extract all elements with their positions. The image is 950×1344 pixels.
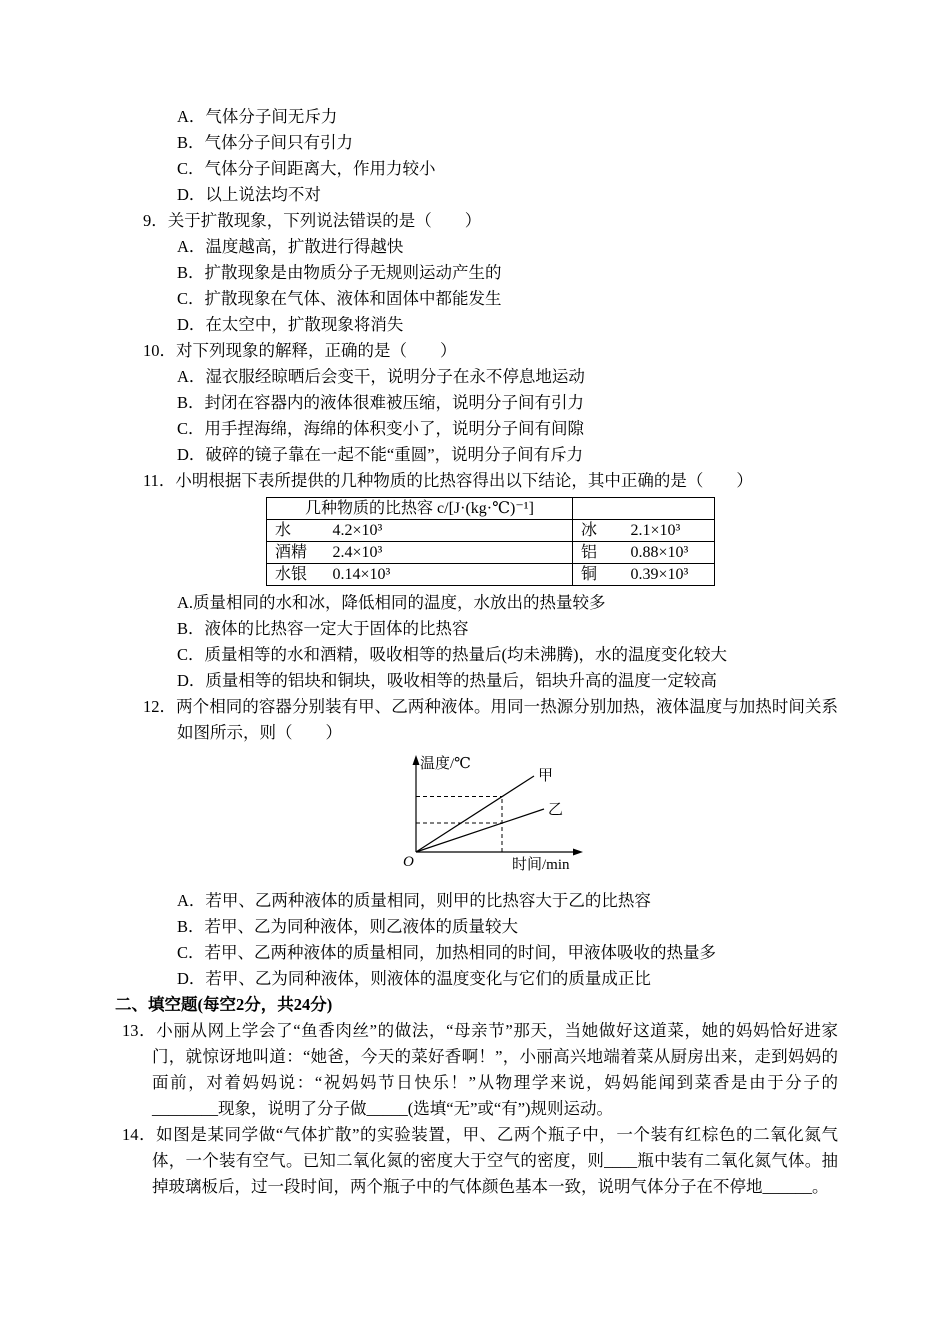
section-2-header: 二、填空题(每空2分，共24分) — [115, 995, 333, 1014]
substance-value: 2.4×10³ — [325, 542, 573, 564]
q8-option-b: B．气体分子间只有引力 — [177, 133, 354, 152]
substance-name: 铝 — [573, 542, 623, 564]
question-9 — [143, 208, 838, 338]
q9-option-d: D．在太空中，扩散现象将消失 — [177, 315, 404, 334]
table-header-empty-cell — [573, 498, 715, 520]
table-row — [267, 542, 715, 564]
temperature-time-figure — [386, 752, 596, 876]
substance-value: 0.39×10³ — [623, 564, 715, 586]
q11-option-b: B．液体的比热容一定大于固体的比热容 — [177, 619, 469, 638]
substance-value: 0.88×10³ — [623, 542, 715, 564]
table-header-row — [267, 498, 715, 520]
q8-option-d: D．以上说法均不对 — [177, 185, 321, 204]
q11-option-c: C．质量相等的水和酒精，吸收相等的热量后(均未沸腾)，水的温度变化较大 — [177, 645, 727, 664]
figure-origin-label: O — [402, 854, 414, 870]
q12-option-d: D．若甲、乙为同种液体，则液体的温度变化与它们的质量成正比 — [177, 969, 651, 988]
specific-heat-table — [266, 497, 715, 586]
q10-stem: 10．对下列现象的解释，正确的是（ ） — [143, 341, 457, 360]
q9-option-b: B．扩散现象是由物质分子无规则运动产生的 — [177, 263, 502, 282]
table-header-cell: 几种物质的比热容 c/[J·(kg·℃)⁻¹] — [267, 498, 573, 520]
q12-option-a: A．若甲、乙两种液体的质量相同，则甲的比热容大于乙的比热容 — [177, 891, 651, 910]
substance-name: 酒精 — [267, 542, 325, 564]
line-yi — [416, 809, 544, 852]
q11-stem: 11．小明根据下表所提供的几种物质的比热容得出以下结论，其中正确的是（ ） — [143, 471, 753, 490]
figure-line1-label: 甲 — [537, 768, 553, 784]
q9-stem: 9．关于扩散现象，下列说法错误的是（ ） — [143, 211, 482, 230]
q9-option-a: A．温度越高，扩散进行得越快 — [177, 237, 404, 256]
q12-option-b: B．若甲、乙为同种液体，则乙液体的质量较大 — [177, 917, 519, 936]
temperature-time-figure-wrap — [143, 752, 838, 876]
substance-name: 铜 — [573, 564, 623, 586]
table-row — [267, 520, 715, 542]
q9-option-c: C．扩散现象在气体、液体和固体中都能发生 — [177, 289, 502, 308]
q10-option-c: C．用手捏海绵，海绵的体积变小了，说明分子间有间隙 — [177, 419, 585, 438]
q10-option-a: A．湿衣服经晾晒后会变干，说明分子在永不停息地运动 — [177, 367, 585, 386]
question-11 — [143, 468, 838, 694]
substance-name: 水 — [267, 520, 325, 542]
figure-x-label: 时间/min — [511, 857, 570, 873]
q10-option-b: B．封闭在容器内的液体很难被压缩，说明分子间有引力 — [177, 393, 585, 412]
substance-value: 2.1×10³ — [623, 520, 715, 542]
question-8-options — [143, 104, 838, 208]
q8-option-c: C．气体分子间距离大，作用力较小 — [177, 159, 436, 178]
substance-value: 0.14×10³ — [325, 564, 573, 586]
table-row — [267, 564, 715, 586]
figure-y-label: 温度/℃ — [419, 756, 471, 772]
question-13: 13．小丽从网上学会了“鱼香肉丝”的做法，“母亲节”那天，当她做好这道菜，她的妈妈恰好进家门，就惊讶地叫道：“她爸，今天的菜好香啊！”，小丽高兴地端着菜从厨房出来，走到妈妈的面前，对着妈妈说：“祝妈妈节日快乐！”从物理学来说，妈妈能闻到菜香是由于分子的________现象，说明了分子做_____(选填“无”或“有”)规则运动。 — [122, 1021, 838, 1118]
figure-line2-label: 乙 — [547, 802, 563, 818]
q10-option-d: D．破碎的镜子靠在一起不能“重圆”，说明分子间有斥力 — [177, 445, 584, 464]
substance-name: 水银 — [267, 564, 325, 586]
question-14: 14．如图是某同学做“气体扩散”的实验装置，甲、乙两个瓶子中，一个装有红棕色的二氧化氮气体，一个装有空气。已知二氧化氮的密度大于空气的密度，则____瓶中装有二氧化氮气体。抽掉玻璃板后，过一段时间，两个瓶子中的气体颜色基本一致，说明气体分子在不停地______。 — [122, 1125, 838, 1196]
q8-option-a: A．气体分子间无斥力 — [177, 107, 338, 126]
q11-option-a: A.质量相同的水和冰，降低相同的温度，水放出的热量较多 — [177, 593, 606, 612]
substance-name: 冰 — [573, 520, 623, 542]
line-jia — [416, 776, 534, 852]
q11-option-d: D．质量相等的铝块和铜块，吸收相等的热量后，铝块升高的温度一定较高 — [177, 671, 717, 690]
x-axis-arrow-icon — [573, 849, 583, 856]
specific-heat-table-wrap — [143, 497, 838, 586]
question-10 — [143, 338, 838, 468]
question-12 — [143, 694, 838, 992]
q12-stem: 12．两个相同的容器分别装有甲、乙两种液体。用同一热源分别加热，液体温度与加热时间关系如图所示，则（ ） — [143, 697, 838, 742]
y-axis-arrow-icon — [412, 755, 419, 765]
substance-value: 4.2×10³ — [325, 520, 573, 542]
q12-option-c: C．若甲、乙两种液体的质量相同，加热相同的时间，甲液体吸收的热量多 — [177, 943, 717, 962]
